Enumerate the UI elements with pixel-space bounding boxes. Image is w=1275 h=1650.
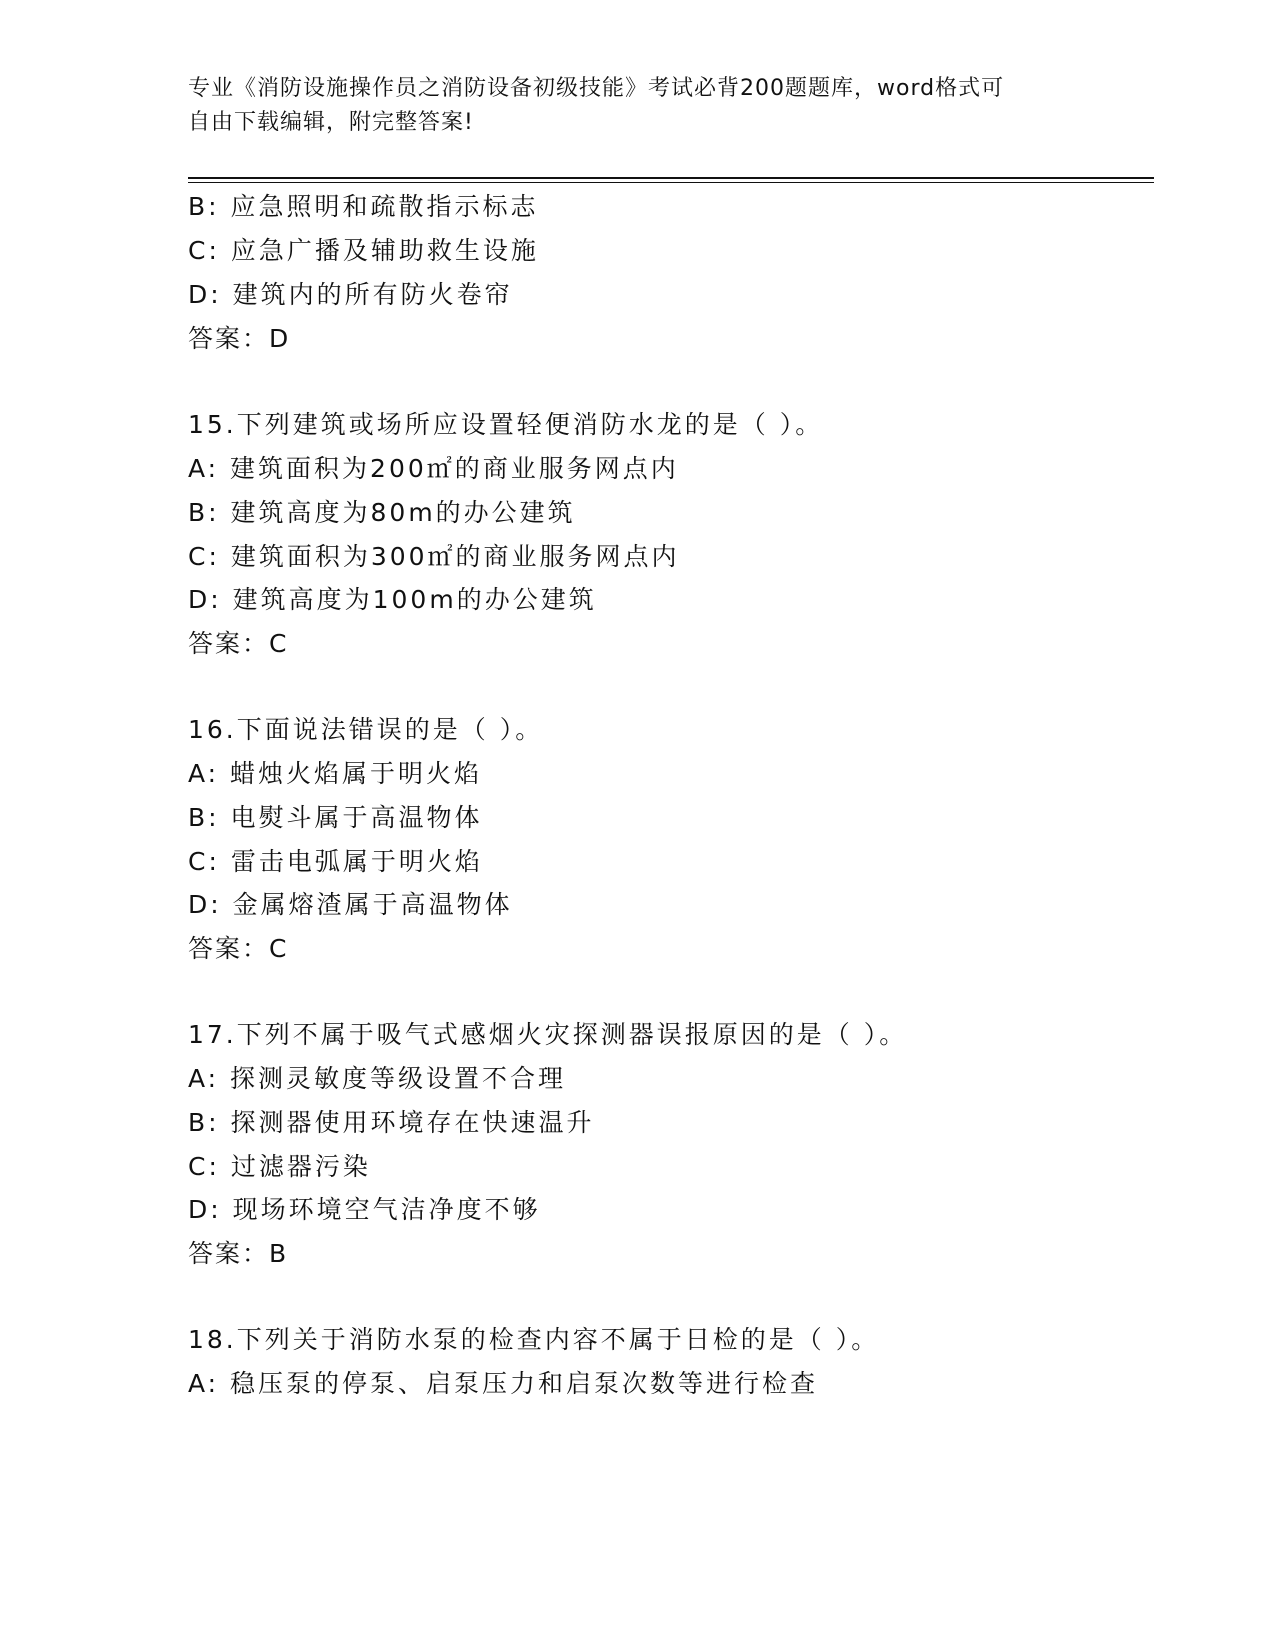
q17-question: 17.下列不属于吸气式感烟火灾探测器误报原因的是（ ）。 xyxy=(188,1020,908,1049)
header-line-1: 专业《消防设施操作员之消防设备初级技能》考试必背200题题库，word格式可 xyxy=(188,76,1005,101)
q16-option-b: B: 电熨斗属于高温物体 xyxy=(188,803,483,832)
q14-answer: 答案：D xyxy=(188,324,291,353)
q17-option-c: C: 过滤器污染 xyxy=(188,1152,371,1181)
q15-question: 15.下列建筑或场所应设置轻便消防水龙的是（ ）。 xyxy=(188,410,824,439)
q16-question: 16.下面说法错误的是（ ）。 xyxy=(188,715,544,744)
q16-option-a: A: 蜡烛火焰属于明火焰 xyxy=(188,759,483,788)
q14-option-c: C: 应急广播及辅助救生设施 xyxy=(188,236,539,265)
q16-option-c: C: 雷击电弧属于明火焰 xyxy=(188,847,483,876)
q17-option-d: D: 现场环境空气洁净度不够 xyxy=(188,1195,541,1224)
q17-answer: 答案：B xyxy=(188,1239,289,1268)
header-rule-thick xyxy=(188,177,1154,179)
q15-answer: 答案：C xyxy=(188,629,289,658)
q18-option-a: A: 稳压泵的停泵、启泵压力和启泵次数等进行检查 xyxy=(188,1369,819,1398)
q15-option-b: B: 建筑高度为80m的办公建筑 xyxy=(188,498,576,527)
q14-option-d: D: 建筑内的所有防火卷帘 xyxy=(188,280,513,309)
q15-option-c: C: 建筑面积为300㎡的商业服务网点内 xyxy=(188,542,680,571)
header-rule-thin xyxy=(188,182,1154,183)
header-line-2: 自由下载编辑，附完整答案! xyxy=(188,110,474,135)
q17-option-a: A: 探测灵敏度等级设置不合理 xyxy=(188,1064,567,1093)
document-header xyxy=(188,72,1088,140)
q15-option-a: A: 建筑面积为200㎡的商业服务网点内 xyxy=(188,454,679,483)
q14-option-b: B: 应急照明和疏散指示标志 xyxy=(188,192,539,221)
q15-option-d: D: 建筑高度为100m的办公建筑 xyxy=(188,585,597,614)
q18-question: 18.下列关于消防水泵的检查内容不属于日检的是（ ）。 xyxy=(188,1325,880,1354)
q16-answer: 答案：C xyxy=(188,934,289,963)
q16-option-d: D: 金属熔渣属于高温物体 xyxy=(188,890,513,919)
q17-option-b: B: 探测器使用环境存在快速温升 xyxy=(188,1108,595,1137)
